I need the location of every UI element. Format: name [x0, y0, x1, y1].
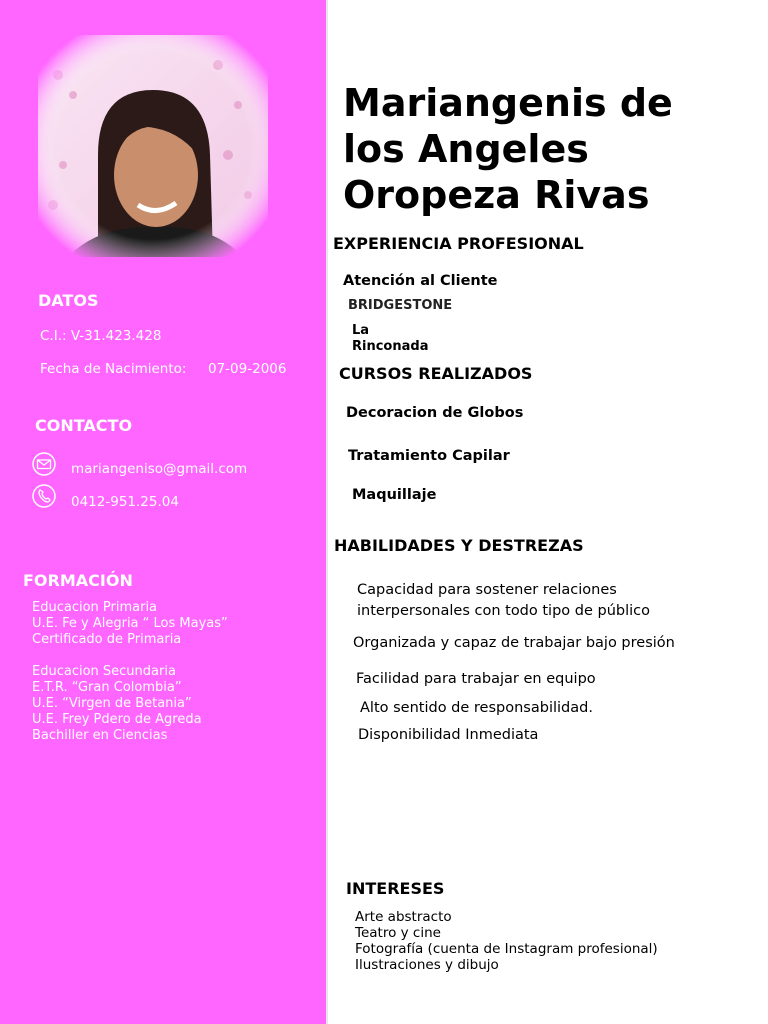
experiencia-role: Atención al Cliente: [343, 273, 498, 289]
curso-item: Maquillaje: [352, 487, 437, 503]
habilidad-item: Disponibilidad Inmediata: [358, 727, 539, 743]
interes-item: Teatro y cine: [355, 925, 441, 941]
habilidad-item: Alto sentido de responsabilidad.: [360, 700, 593, 716]
curso-item: Tratamiento Capilar: [348, 448, 510, 464]
birth-label: Fecha de Nacimiento:: [40, 361, 187, 377]
formacion-line: Educacion Secundaria: [32, 664, 176, 679]
formacion-line: [32, 648, 228, 664]
name-line-1: Mariangenis de: [343, 81, 673, 125]
interes-item: Fotografía (cuenta de Instagram profesional): [355, 941, 658, 957]
experiencia-location: [352, 323, 428, 355]
experiencia-heading: EXPERIENCIA PROFESIONAL: [333, 234, 584, 253]
ci-text: C.I.: V-31.423.428: [40, 328, 162, 344]
habilidad-item: interpersonales con todo tipo de público: [357, 603, 651, 619]
formacion-heading: FORMACIÓN: [23, 571, 133, 590]
column-divider: [326, 0, 328, 1024]
interes-item: Ilustraciones y dibujo: [355, 957, 499, 973]
intereses-list: [355, 909, 658, 973]
envelope-icon: [32, 452, 56, 476]
formacion-line: Certificado de Primaria: [32, 632, 182, 647]
location-line-2: Rinconada: [352, 339, 429, 354]
intereses-heading: INTERESES: [346, 879, 445, 898]
habilidad-item: Capacidad para sostener relaciones: [357, 582, 617, 598]
formacion-line: E.T.R. “Gran Colombia”: [32, 680, 182, 695]
formacion-line: U.E. Fe y Alegria “ Los Mayas”: [32, 616, 228, 631]
curso-item: Decoracion de Globos: [346, 405, 524, 421]
formacion-line: U.E. “Virgen de Betania”: [32, 696, 192, 711]
interes-item: Arte abstracto: [355, 909, 452, 925]
location-line-1: La: [352, 323, 370, 338]
email-text[interactable]: mariangeniso@gmail.com: [71, 461, 248, 477]
formacion-line: Bachiller en Ciencias: [32, 728, 168, 743]
experiencia-company: BRIDGESTONE: [348, 298, 453, 313]
profile-photo: [38, 35, 268, 257]
datos-heading: DATOS: [38, 291, 99, 310]
formacion-line: U.E. Frey Pdero de Agreda: [32, 712, 202, 727]
full-name: [343, 80, 743, 218]
formacion-line: Educacion Primaria: [32, 600, 158, 615]
habilidad-item: Organizada y capaz de trabajar bajo presión: [353, 635, 675, 651]
cursos-heading: CURSOS REALIZADOS: [339, 364, 533, 383]
formacion-list: [32, 600, 228, 744]
name-line-2: los Angeles: [343, 127, 589, 171]
contacto-heading: CONTACTO: [35, 416, 133, 435]
habilidades-heading: HABILIDADES Y DESTREZAS: [334, 536, 584, 555]
phone-icon: [32, 484, 56, 508]
habilidad-item: Facilidad para trabajar en equipo: [356, 671, 596, 687]
birth-value: 07-09-2006: [208, 361, 287, 377]
name-line-3: Oropeza Rivas: [343, 173, 650, 217]
phone-text[interactable]: 0412-951.25.04: [71, 494, 179, 510]
